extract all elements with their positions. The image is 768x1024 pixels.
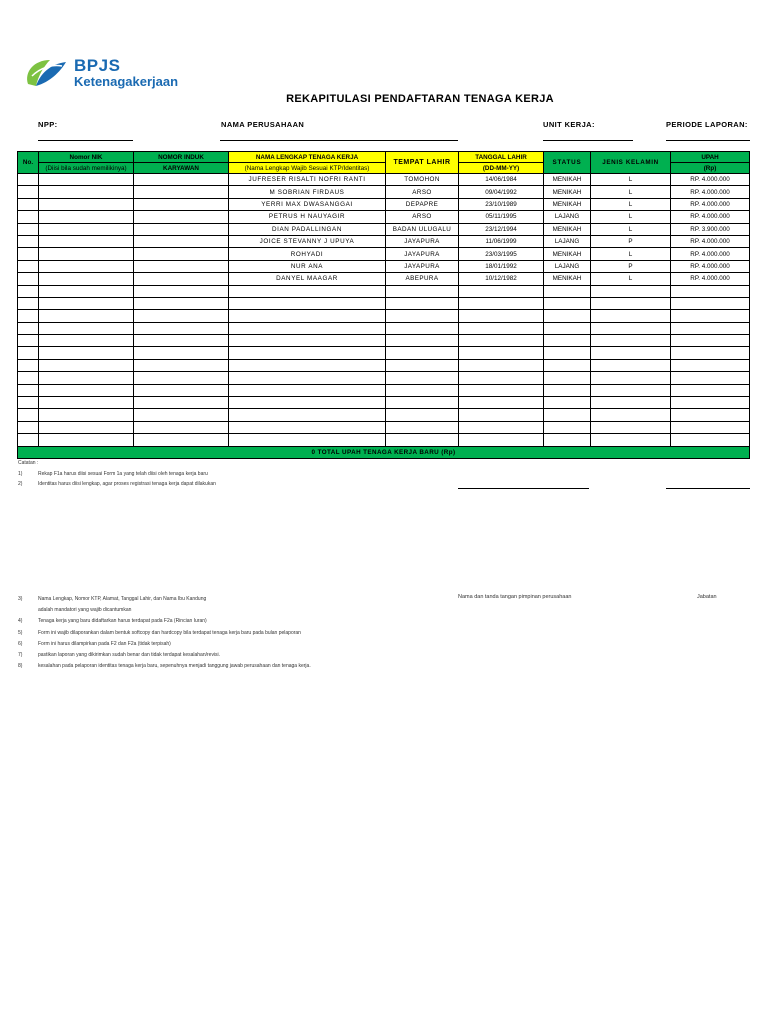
table-row: [18, 211, 750, 223]
row-nik-cell: [39, 235, 134, 247]
table-row: [18, 310, 750, 322]
row-gender-cell: L: [591, 223, 671, 235]
row-employee-id-cell: [134, 421, 229, 433]
row-wage-cell: RP. 4.000.000: [671, 248, 750, 260]
row-wage-cell: RP. 4.000.000: [671, 260, 750, 272]
col-employee-id-header: NOMOR INDUK: [134, 152, 229, 163]
row-no-cell: [18, 372, 39, 384]
row-gender-cell: L: [591, 211, 671, 223]
row-birthplace-cell: [386, 421, 459, 433]
row-status-cell: MENIKAH: [544, 198, 591, 210]
row-name-cell: M SOBRIAN FIRDAUS: [229, 186, 386, 198]
row-status-cell: LAJANG: [544, 260, 591, 272]
row-birthdate-cell: [459, 397, 544, 409]
row-wage-cell: [671, 347, 750, 359]
col-nik-header: Nomor NIK: [39, 152, 134, 163]
row-name-cell: [229, 434, 386, 446]
row-employee-id-cell: [134, 409, 229, 421]
row-birthdate-cell: [459, 434, 544, 446]
row-birthplace-cell: DEPAPRE: [386, 198, 459, 210]
row-no-cell: [18, 434, 39, 446]
col-status-header: STATUS: [544, 152, 591, 174]
note-text: Form ini harus dilampirkan pada F2 dan F2a (tidak terpisah): [38, 641, 171, 647]
table-row: [18, 297, 750, 309]
note-number: 7): [18, 652, 23, 658]
row-nik-cell: [39, 248, 134, 260]
row-birthplace-cell: [386, 409, 459, 421]
note-text: Tenaga kerja yang baru didaftarkan harus terdapat pada F2a (Rincian Iuran): [38, 618, 207, 624]
row-birthplace-cell: [386, 347, 459, 359]
row-status-cell: [544, 434, 591, 446]
row-name-cell: PETRUS H NAUYAGIR: [229, 211, 386, 223]
row-birthplace-cell: JAYAPURA: [386, 235, 459, 247]
page-title: REKAPITULASI PENDAFTARAN TENAGA KERJA: [286, 93, 554, 105]
row-employee-id-cell: [134, 223, 229, 235]
row-employee-id-cell: [134, 297, 229, 309]
row-birthdate-cell: [459, 372, 544, 384]
note-text: Nama Lengkap, Nomor KTP, Alamat, Tanggal Lahir, dan Nama Ibu Kandung: [38, 596, 207, 602]
row-status-cell: [544, 359, 591, 371]
row-name-cell: [229, 384, 386, 396]
note-text: adalah mandatori yang wajib dicantumkan: [38, 607, 132, 613]
row-employee-id-cell: [134, 235, 229, 247]
row-status-cell: LAJANG: [544, 235, 591, 247]
row-birthplace-cell: ARSO: [386, 186, 459, 198]
report-period-label: PERIODE LAPORAN:: [666, 120, 748, 129]
row-birthplace-cell: [386, 384, 459, 396]
row-nik-cell: [39, 260, 134, 272]
row-employee-id-cell: [134, 322, 229, 334]
table-row: [18, 397, 750, 409]
row-birthdate-cell: 09/04/1992: [459, 186, 544, 198]
table-row: [18, 285, 750, 297]
col-name-note: (Nama Lengkap Wajib Sesuai KTP/Identitas): [229, 163, 386, 174]
row-nik-cell: [39, 434, 134, 446]
row-name-cell: [229, 322, 386, 334]
note-text: Rekap F1a harus diisi sesuai Form 1a yang telah diisi oleh tenaga kerja baru: [38, 471, 208, 477]
table-row: [18, 434, 750, 446]
row-status-cell: LAJANG: [544, 211, 591, 223]
row-status-cell: MENIKAH: [544, 248, 591, 260]
row-birthdate-cell: [459, 409, 544, 421]
row-name-cell: DIAN PADALLINGAN: [229, 223, 386, 235]
row-status-cell: [544, 297, 591, 309]
row-gender-cell: L: [591, 248, 671, 260]
table-row: [18, 174, 750, 186]
row-name-cell: [229, 347, 386, 359]
row-gender-cell: [591, 372, 671, 384]
row-gender-cell: [591, 310, 671, 322]
note-number: 6): [18, 641, 23, 647]
row-birthdate-cell: 23/10/1989: [459, 198, 544, 210]
table-row: [18, 260, 750, 272]
row-name-cell: ROHYADI: [229, 248, 386, 260]
note-number: 2): [18, 481, 23, 487]
row-gender-cell: [591, 384, 671, 396]
table-row: [18, 198, 750, 210]
table-row: [18, 421, 750, 433]
row-name-cell: [229, 421, 386, 433]
npp-label: NPP:: [38, 120, 58, 129]
table-row: [18, 273, 750, 285]
row-no-cell: [18, 310, 39, 322]
table-row: [18, 335, 750, 347]
row-wage-cell: [671, 322, 750, 334]
row-no-cell: [18, 285, 39, 297]
row-nik-cell: [39, 223, 134, 235]
total-row: [18, 446, 750, 458]
row-no-cell: [18, 335, 39, 347]
note-number: 1): [18, 471, 23, 477]
row-employee-id-cell: [134, 310, 229, 322]
table-row: [18, 409, 750, 421]
row-gender-cell: P: [591, 235, 671, 247]
row-status-cell: MENIKAH: [544, 174, 591, 186]
row-birthplace-cell: JAYAPURA: [386, 260, 459, 272]
col-birthdate-header: TANGGAL LAHIR: [459, 152, 544, 163]
col-wage-header: UPAH: [671, 152, 750, 163]
row-birthplace-cell: JAYAPURA: [386, 248, 459, 260]
row-birthdate-cell: 18/01/1992: [459, 260, 544, 272]
row-nik-cell: [39, 310, 134, 322]
row-status-cell: [544, 384, 591, 396]
row-birthplace-cell: [386, 322, 459, 334]
row-no-cell: [18, 260, 39, 272]
row-nik-cell: [39, 347, 134, 359]
col-employee-sub-header: KARYAWAN: [134, 163, 229, 174]
row-wage-cell: [671, 434, 750, 446]
registration-table: [17, 151, 750, 459]
row-birthplace-cell: [386, 285, 459, 297]
row-status-cell: [544, 397, 591, 409]
row-birthdate-cell: [459, 297, 544, 309]
row-status-cell: MENIKAH: [544, 273, 591, 285]
col-birthplace-header: TEMPAT LAHIR: [386, 152, 459, 174]
row-gender-cell: [591, 397, 671, 409]
row-nik-cell: [39, 273, 134, 285]
row-nik-cell: [39, 297, 134, 309]
row-gender-cell: [591, 434, 671, 446]
row-birthplace-cell: [386, 359, 459, 371]
signature-name-label: Nama dan tanda tangan pimpinan perusahaan: [458, 594, 572, 600]
row-gender-cell: P: [591, 260, 671, 272]
note-text: pastikan laporan yang dikirimkan sudah benar dan tidak terdapat kesalahan/revisi.: [38, 652, 221, 658]
note-number: 3): [18, 596, 23, 602]
row-wage-cell: [671, 297, 750, 309]
row-no-cell: [18, 322, 39, 334]
table-row: [18, 372, 750, 384]
row-employee-id-cell: [134, 174, 229, 186]
position-line: [666, 488, 750, 489]
col-nik-note: (Diisi bila sudah memilikinya): [39, 163, 134, 174]
row-wage-cell: RP. 4.000.000: [671, 211, 750, 223]
note-text: Identitas harus diisi lengkap, agar proses registrasi tenaga kerja dapat dilakukan: [38, 481, 216, 487]
note-number: 4): [18, 618, 23, 624]
row-nik-cell: [39, 372, 134, 384]
row-name-cell: DANYEL MAAGAR: [229, 273, 386, 285]
row-gender-cell: [591, 335, 671, 347]
row-gender-cell: [591, 322, 671, 334]
row-no-cell: [18, 211, 39, 223]
row-gender-cell: [591, 409, 671, 421]
table-header-row: [18, 152, 750, 163]
row-name-cell: [229, 335, 386, 347]
row-no-cell: [18, 397, 39, 409]
row-wage-cell: [671, 310, 750, 322]
col-gender-header: JENIS KELAMIN: [591, 152, 671, 174]
row-employee-id-cell: [134, 211, 229, 223]
row-wage-cell: [671, 372, 750, 384]
row-wage-cell: [671, 397, 750, 409]
row-name-cell: [229, 409, 386, 421]
table-row: [18, 223, 750, 235]
row-status-cell: [544, 335, 591, 347]
row-nik-cell: [39, 359, 134, 371]
row-birthplace-cell: BADAN ULUGALU: [386, 223, 459, 235]
table-row: [18, 322, 750, 334]
row-no-cell: [18, 273, 39, 285]
bpjs-leaf-icon: [22, 54, 72, 90]
row-no-cell: [18, 297, 39, 309]
row-nik-cell: [39, 335, 134, 347]
row-birthdate-cell: [459, 322, 544, 334]
row-employee-id-cell: [134, 260, 229, 272]
row-employee-id-cell: [134, 359, 229, 371]
brand-subtitle: Ketenagakerjaan: [74, 74, 179, 89]
table-row: [18, 186, 750, 198]
table-row: [18, 347, 750, 359]
row-gender-cell: L: [591, 174, 671, 186]
row-name-cell: [229, 372, 386, 384]
row-wage-cell: [671, 421, 750, 433]
row-status-cell: [544, 310, 591, 322]
row-no-cell: [18, 409, 39, 421]
notes-heading: Catatan :: [18, 460, 39, 466]
row-employee-id-cell: [134, 347, 229, 359]
row-birthdate-cell: 23/12/1994: [459, 223, 544, 235]
row-no-cell: [18, 174, 39, 186]
row-wage-cell: RP. 4.000.000: [671, 198, 750, 210]
row-wage-cell: [671, 335, 750, 347]
row-name-cell: [229, 285, 386, 297]
row-name-cell: [229, 310, 386, 322]
row-employee-id-cell: [134, 198, 229, 210]
row-status-cell: [544, 285, 591, 297]
work-unit-label: UNIT KERJA:: [543, 120, 595, 129]
row-nik-cell: [39, 285, 134, 297]
row-birthdate-cell: 11/06/1999: [459, 235, 544, 247]
row-no-cell: [18, 347, 39, 359]
row-birthplace-cell: [386, 434, 459, 446]
row-wage-cell: RP. 3.900.000: [671, 223, 750, 235]
row-employee-id-cell: [134, 285, 229, 297]
table-row: [18, 359, 750, 371]
row-birthplace-cell: [386, 372, 459, 384]
row-nik-cell: [39, 211, 134, 223]
row-birthplace-cell: TOMOHON: [386, 174, 459, 186]
row-no-cell: [18, 223, 39, 235]
row-birthplace-cell: ABEPURA: [386, 273, 459, 285]
brand-name: BPJS: [74, 56, 121, 75]
row-birthplace-cell: ARSO: [386, 211, 459, 223]
row-birthdate-cell: 14/06/1984: [459, 174, 544, 186]
row-birthplace-cell: [386, 335, 459, 347]
row-birthdate-cell: [459, 347, 544, 359]
col-name-header: NAMA LENGKAP TENAGA KERJA: [229, 152, 386, 163]
note-text: kesalahan pada pelaporan identitas tenaga kerja baru, sepenuhnya menjadi tanggung jawab perusahaan dan tenaga kerja.: [38, 663, 311, 669]
row-status-cell: [544, 322, 591, 334]
row-no-cell: [18, 235, 39, 247]
table-row: [18, 235, 750, 247]
row-wage-cell: [671, 359, 750, 371]
report-period-field-line: [666, 140, 750, 141]
note-number: 8): [18, 663, 23, 669]
row-wage-cell: RP. 4.000.000: [671, 235, 750, 247]
row-nik-cell: [39, 384, 134, 396]
row-gender-cell: L: [591, 198, 671, 210]
row-nik-cell: [39, 421, 134, 433]
row-birthdate-cell: 10/12/1982: [459, 273, 544, 285]
table-row: [18, 384, 750, 396]
row-name-cell: JOICE STEVANNY J UPUYA: [229, 235, 386, 247]
row-wage-cell: RP. 4.000.000: [671, 273, 750, 285]
note-text: Form ini wajib dilaporankan dalam bentuk softcopy dan hardcopy bila terdapat tenaga kerja baru pada bulan pelaporan: [38, 630, 301, 636]
row-name-cell: JUFRESER RISALTI NOFRI RANTI: [229, 174, 386, 186]
row-gender-cell: [591, 297, 671, 309]
row-gender-cell: L: [591, 273, 671, 285]
row-employee-id-cell: [134, 248, 229, 260]
row-employee-id-cell: [134, 186, 229, 198]
row-no-cell: [18, 384, 39, 396]
row-birthdate-cell: [459, 285, 544, 297]
row-gender-cell: [591, 285, 671, 297]
row-nik-cell: [39, 186, 134, 198]
row-no-cell: [18, 359, 39, 371]
row-name-cell: [229, 359, 386, 371]
row-birthplace-cell: [386, 397, 459, 409]
row-status-cell: MENIKAH: [544, 186, 591, 198]
row-no-cell: [18, 421, 39, 433]
row-status-cell: [544, 421, 591, 433]
row-birthdate-cell: [459, 310, 544, 322]
row-employee-id-cell: [134, 384, 229, 396]
row-employee-id-cell: [134, 273, 229, 285]
row-birthplace-cell: [386, 297, 459, 309]
col-no-header: No.: [18, 152, 39, 174]
col-wage-unit: (Rp): [671, 163, 750, 174]
row-status-cell: [544, 409, 591, 421]
row-employee-id-cell: [134, 397, 229, 409]
col-date-format: (DD-MM-YY): [459, 163, 544, 174]
row-birthdate-cell: 05/11/1995: [459, 211, 544, 223]
row-wage-cell: RP. 4.000.000: [671, 186, 750, 198]
row-nik-cell: [39, 322, 134, 334]
row-name-cell: NUR ANA: [229, 260, 386, 272]
row-no-cell: [18, 198, 39, 210]
company-name-label: NAMA PERUSAHAAN: [221, 120, 305, 129]
row-birthdate-cell: [459, 421, 544, 433]
row-no-cell: [18, 186, 39, 198]
note-number: 5): [18, 630, 23, 636]
row-nik-cell: [39, 198, 134, 210]
work-unit-field-line: [543, 140, 633, 141]
row-name-cell: [229, 397, 386, 409]
row-birthplace-cell: [386, 310, 459, 322]
row-wage-cell: RP. 4.000.000: [671, 174, 750, 186]
row-birthdate-cell: [459, 384, 544, 396]
row-birthdate-cell: [459, 359, 544, 371]
company-name-field-line: [220, 140, 458, 141]
row-gender-cell: [591, 421, 671, 433]
row-nik-cell: [39, 409, 134, 421]
npp-field-line: [38, 140, 133, 141]
row-no-cell: [18, 248, 39, 260]
row-gender-cell: [591, 347, 671, 359]
total-wage-label: 0 TOTAL UPAH TENAGA KERJA BARU (Rp): [18, 446, 750, 458]
row-name-cell: YERRI MAX DWASANGGAI: [229, 198, 386, 210]
row-wage-cell: [671, 409, 750, 421]
table-row: [18, 248, 750, 260]
row-status-cell: MENIKAH: [544, 223, 591, 235]
row-wage-cell: [671, 285, 750, 297]
row-birthdate-cell: 23/03/1995: [459, 248, 544, 260]
signature-line: [458, 488, 589, 489]
row-status-cell: [544, 372, 591, 384]
position-label: Jabatan: [697, 594, 717, 600]
row-birthdate-cell: [459, 335, 544, 347]
row-employee-id-cell: [134, 372, 229, 384]
row-wage-cell: [671, 384, 750, 396]
row-employee-id-cell: [134, 335, 229, 347]
row-nik-cell: [39, 174, 134, 186]
row-employee-id-cell: [134, 434, 229, 446]
row-status-cell: [544, 347, 591, 359]
row-gender-cell: L: [591, 186, 671, 198]
row-gender-cell: [591, 359, 671, 371]
row-nik-cell: [39, 397, 134, 409]
row-name-cell: [229, 297, 386, 309]
